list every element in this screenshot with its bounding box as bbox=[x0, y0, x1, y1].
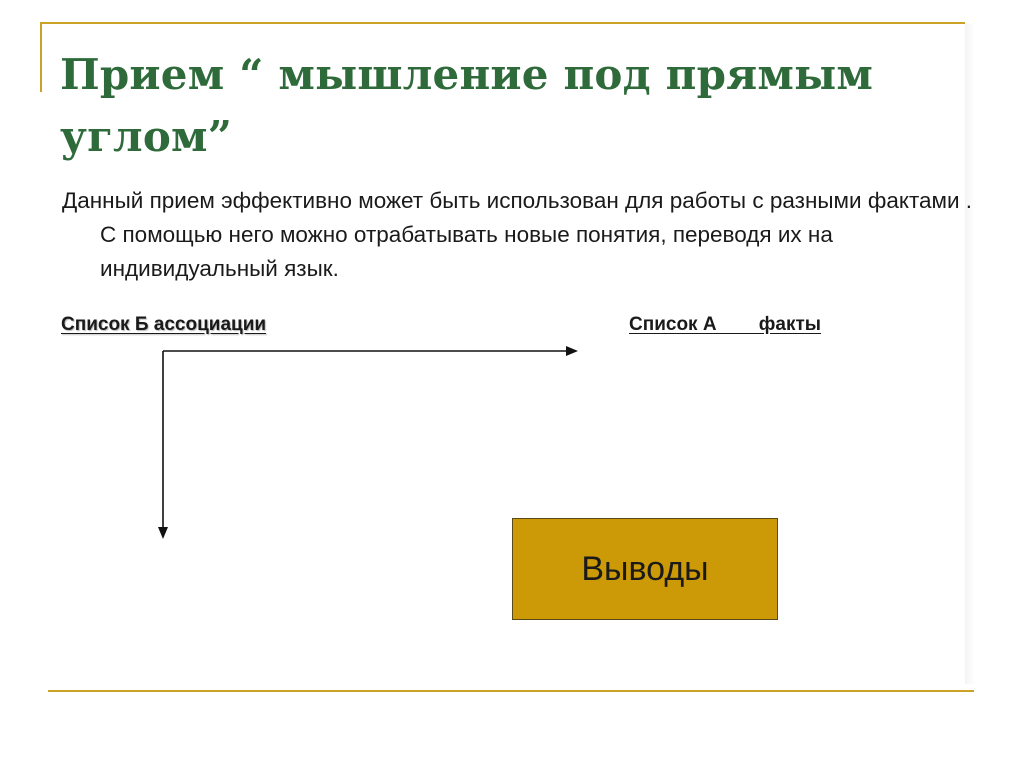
left-rule bbox=[40, 22, 42, 92]
right-edge-shadow bbox=[965, 24, 975, 684]
slide-title: Прием “ мышление под прямым углом” bbox=[60, 50, 874, 161]
body-paragraph: Данный прием эффективно может быть использован для работы с разными фактами . С помощью него можно отрабатывать новые понятия, переводя их на индивидуальный язык. bbox=[62, 188, 973, 281]
bottom-rule bbox=[48, 690, 974, 692]
list-a-label: Список А факты bbox=[629, 314, 822, 335]
conclusions-label: Выводы bbox=[581, 549, 709, 588]
list-b-label: Список Б ассоциации bbox=[61, 314, 267, 335]
top-rule bbox=[40, 22, 965, 24]
conclusions-box bbox=[512, 518, 778, 620]
down-arrowhead-icon bbox=[158, 527, 168, 539]
right-arrowhead-icon bbox=[566, 346, 578, 356]
